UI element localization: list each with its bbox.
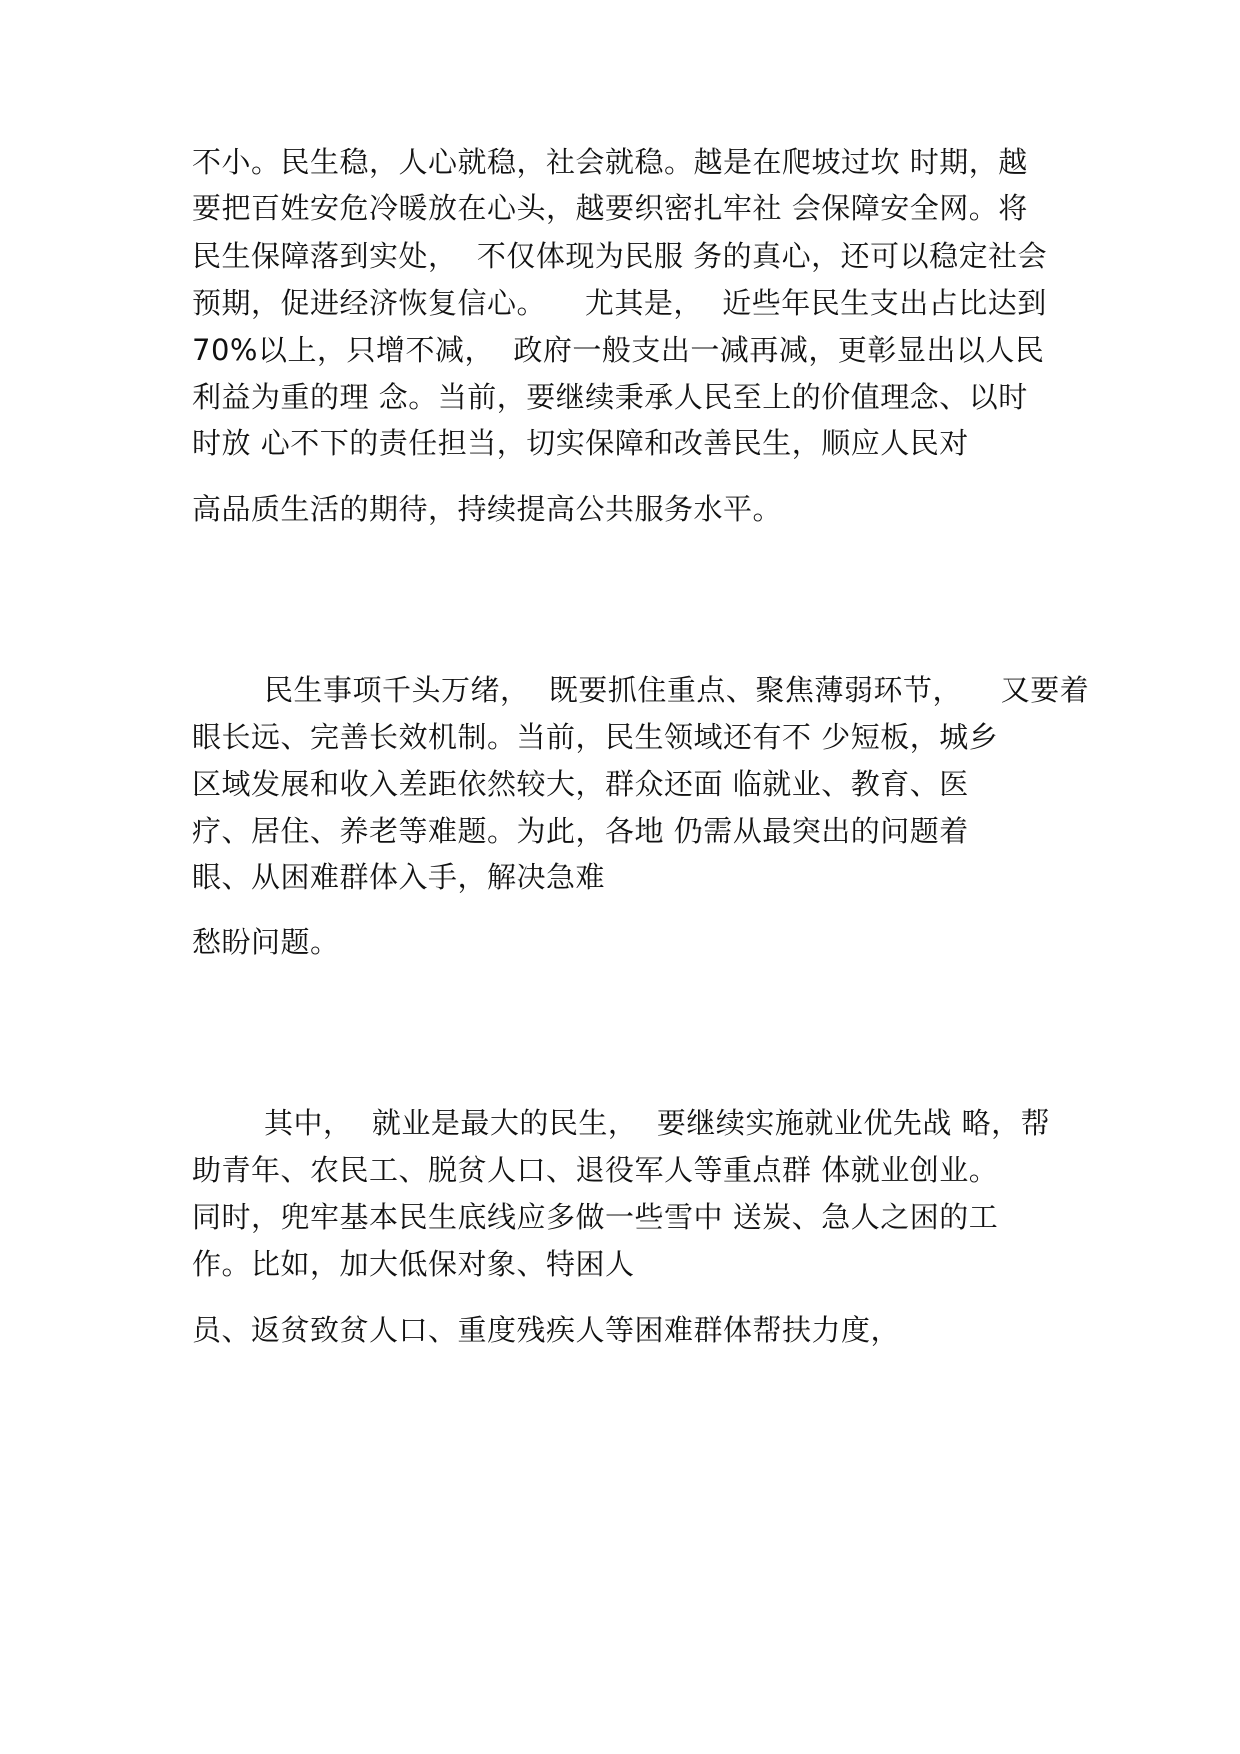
paragraph-3-line-5: 员、返贫致贫人口、重度残疾人等困难群体帮扶力度， xyxy=(192,1313,901,1347)
paragraph-2-line-6: 愁盼问题。 xyxy=(192,925,340,959)
paragraph-1-line-8: 高品质生活的期待，持续提高公共服务水平。 xyxy=(192,492,783,526)
paragraph-1-line-6: 利益为重的理 念。当前，要继续秉承人民至上的价值理念、以时 xyxy=(192,380,1028,414)
paragraph-1-line-3: 民生保障落到实处， 不仅体现为民服 务的真心，还可以稳定社会 xyxy=(192,239,1048,273)
paragraph-1-line-7: 时放 心不下的责任担当，切实保障和改善民生，顺应人民对 xyxy=(192,426,969,460)
paragraph-3-line-3: 同时，兜牢基本民生底线应多做一些雪中 送炭、急人之困的工 xyxy=(192,1200,999,1234)
paragraph-3-line-1: 其中， 就业是最大的民生， 要继续实施就业优先战 略，帮 xyxy=(264,1106,1051,1140)
paragraph-2-line-4: 疗、居住、养老等难题。为此，各地 仍需从最突出的问题着 xyxy=(192,814,969,848)
paragraph-2-line-2: 眼长远、完善长效机制。当前，民生领域还有不 少短板，城乡 xyxy=(192,720,999,754)
paragraph-2-line-3: 区域发展和收入差距依然较大，群众还面 临就业、教育、医 xyxy=(192,767,969,801)
paragraph-1-line-5: 70%以上，只增不减， 政府一般支出一减再减，更彰显出以人民 xyxy=(192,333,1045,367)
paragraph-1-line-4: 预期，促进经济恢复信心。 尤其是， 近些年民生支出占比达到 xyxy=(192,286,1047,320)
paragraph-3-line-2: 助青年、农民工、脱贫人口、退役军人等重点群 体就业创业。 xyxy=(192,1153,999,1187)
paragraph-2-line-1: 民生事项千头万绪， 既要抓住重点、聚焦薄弱环节， 又要着 xyxy=(264,673,1090,707)
paragraph-3-line-4: 作。比如，加大低保对象、特困人 xyxy=(192,1247,635,1281)
paragraph-1-line-1: 不小。民生稳，人心就稳，社会就稳。越是在爬坡过坎 时期，越 xyxy=(192,145,1028,179)
paragraph-2-line-5: 眼、从困难群体入手，解决急难 xyxy=(192,860,606,894)
paragraph-1-line-2: 要把百姓安危冷暖放在心头，越要织密扎牢社 会保障安全网。将 xyxy=(192,191,1028,225)
